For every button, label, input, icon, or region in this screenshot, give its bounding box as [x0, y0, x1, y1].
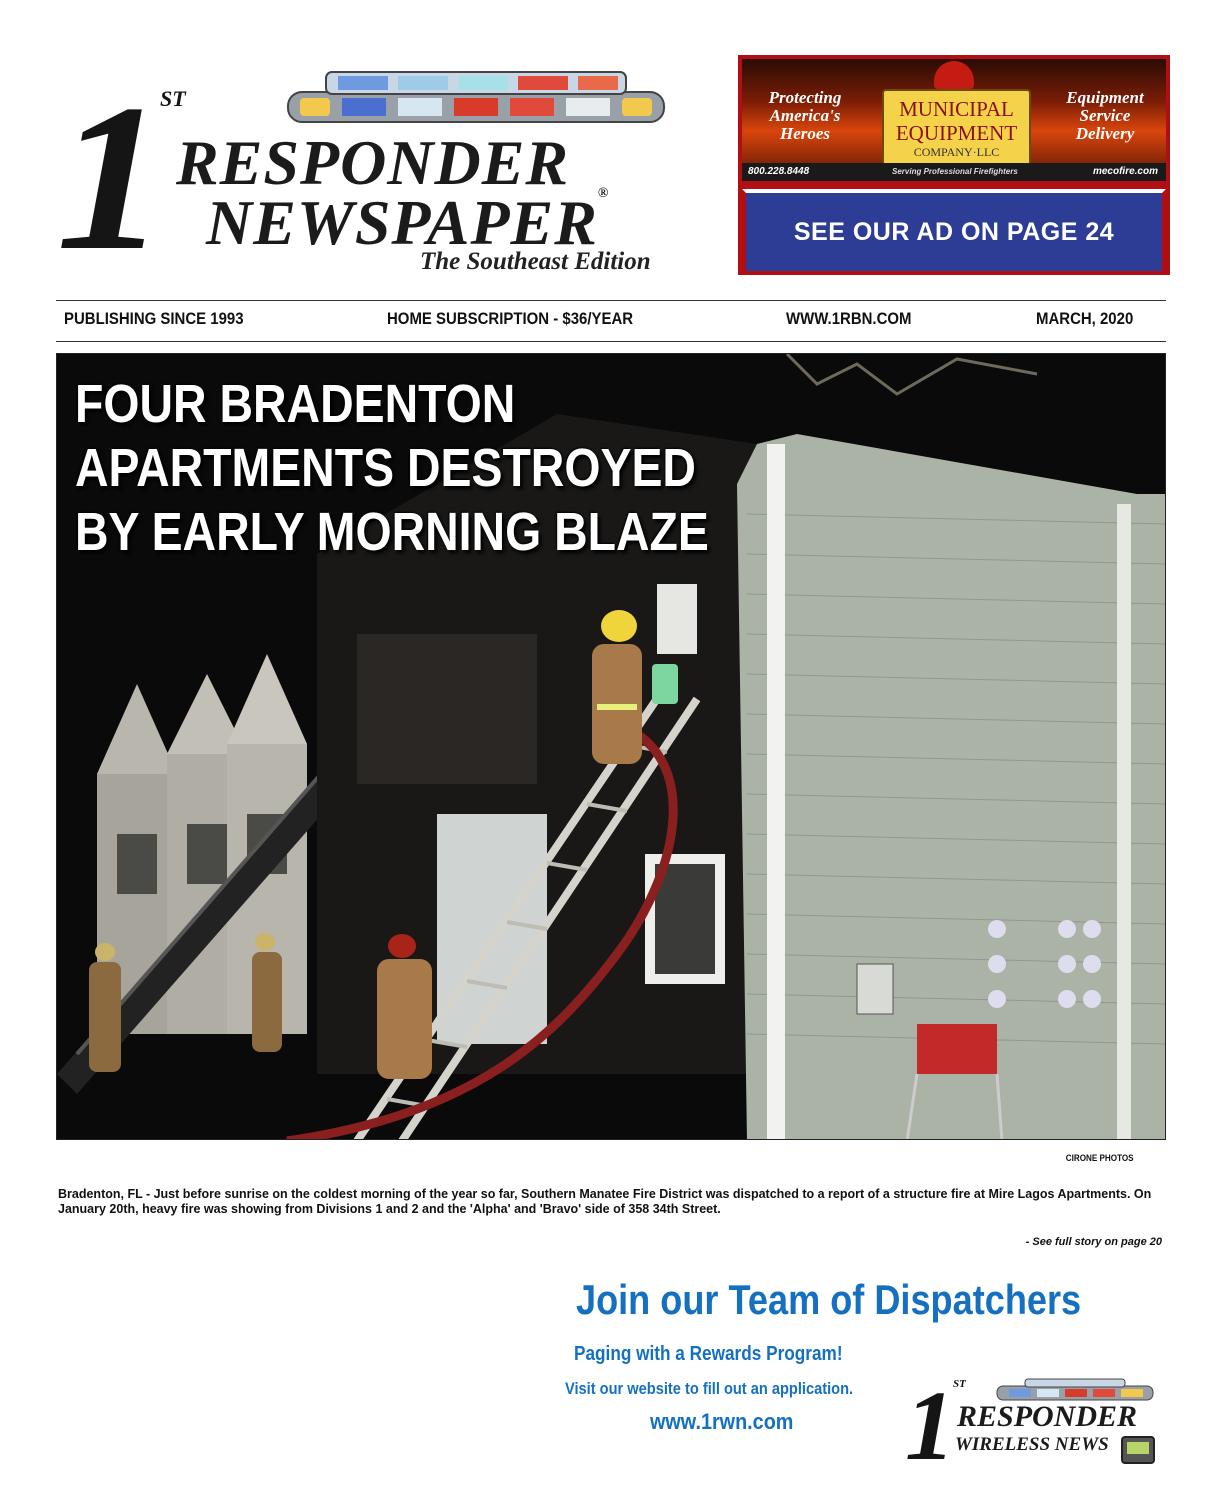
- ad-tagline: Serving Professional Firefighters: [892, 167, 1018, 176]
- ad-left-text: Protecting America's Heroes: [768, 88, 842, 143]
- story-continued-link[interactable]: - See full story on page 20: [1025, 1236, 1162, 1248]
- wireless-news-number: 1: [905, 1370, 955, 1481]
- wireless-news-superscript: ST: [953, 1378, 966, 1390]
- lightbar-small-icon: [995, 1378, 1155, 1402]
- pager-icon: [1121, 1436, 1155, 1464]
- masthead-title-text: NEWSPAPER: [206, 187, 598, 258]
- masthead-title-line1: RESPONDER: [176, 127, 570, 198]
- fire-helmet-icon: [934, 61, 974, 89]
- subscription-info: HOME SUBSCRIPTION - $36/YEAR: [387, 309, 634, 328]
- publishing-since: PUBLISHING SINCE 1993: [64, 309, 244, 328]
- masthead-number: 1: [56, 62, 167, 294]
- ad-website[interactable]: mecofire.com: [1092, 166, 1158, 177]
- website-link[interactable]: WWW.1RBN.COM: [786, 309, 912, 328]
- lightbar-icon: [286, 68, 666, 134]
- ad-brand-line1: MUNICIPAL: [899, 97, 1014, 121]
- wireless-news-line1: RESPONDER: [957, 1400, 1138, 1433]
- ad-brand-line2: EQUIPMENT: [895, 121, 1018, 145]
- dispatch-ad-headline: Join our Team of Dispatchers: [576, 1276, 1082, 1323]
- ad-phone: 800.228.8448: [748, 166, 810, 177]
- headline-line3: BY EARLY MORNING BLAZE: [75, 502, 709, 562]
- ad-brand-line3: COMPANY·LLC: [913, 145, 1000, 159]
- info-bar: [56, 300, 1166, 342]
- ad-right-text: Equipment Service Delivery: [1066, 88, 1144, 143]
- photo-credit: CIRONE PHOTOS: [1065, 1153, 1134, 1163]
- wireless-news-logo: [905, 1370, 1160, 1488]
- wireless-news-line2: WIRELESS NEWS: [955, 1434, 1109, 1455]
- ad-brand-logo: [882, 89, 1031, 173]
- registered-mark: ®: [597, 186, 610, 201]
- masthead-superscript: ST: [160, 86, 186, 111]
- issue-date: MARCH, 2020: [1036, 309, 1134, 328]
- edition-label: The Southeast Edition: [420, 248, 651, 275]
- lead-photo: [56, 353, 1166, 1140]
- dispatch-ad-url[interactable]: www.1rwn.com: [650, 1409, 794, 1434]
- ad-cta[interactable]: SEE OUR AD ON PAGE 24: [742, 189, 1166, 271]
- ad-info-strip: [742, 163, 1166, 181]
- headline-line2: APARTMENTS DESTROYED: [75, 438, 696, 498]
- ad-banner: [742, 59, 1166, 179]
- municipal-equipment-ad[interactable]: [738, 55, 1170, 275]
- story-summary: Bradenton, FL - Just before sunrise on the coldest morning of the year so far, Southern Manatee Fire District was dispatched to a report of a structure fire at Mire Lagos Apartments. On January 20th, heavy fire was showing from Divisions 1 and 2 and the 'Alpha' and 'Bravo' side of 358 34th Street.: [58, 1187, 1152, 1216]
- dispatch-ad-subhead: Paging with a Rewards Program!: [574, 1343, 843, 1365]
- masthead-logo: [56, 60, 716, 294]
- headline-line1: FOUR BRADENTON: [75, 374, 516, 434]
- headline: [75, 372, 709, 564]
- dispatch-ad-visit: Visit our website to fill out an application.: [565, 1379, 854, 1398]
